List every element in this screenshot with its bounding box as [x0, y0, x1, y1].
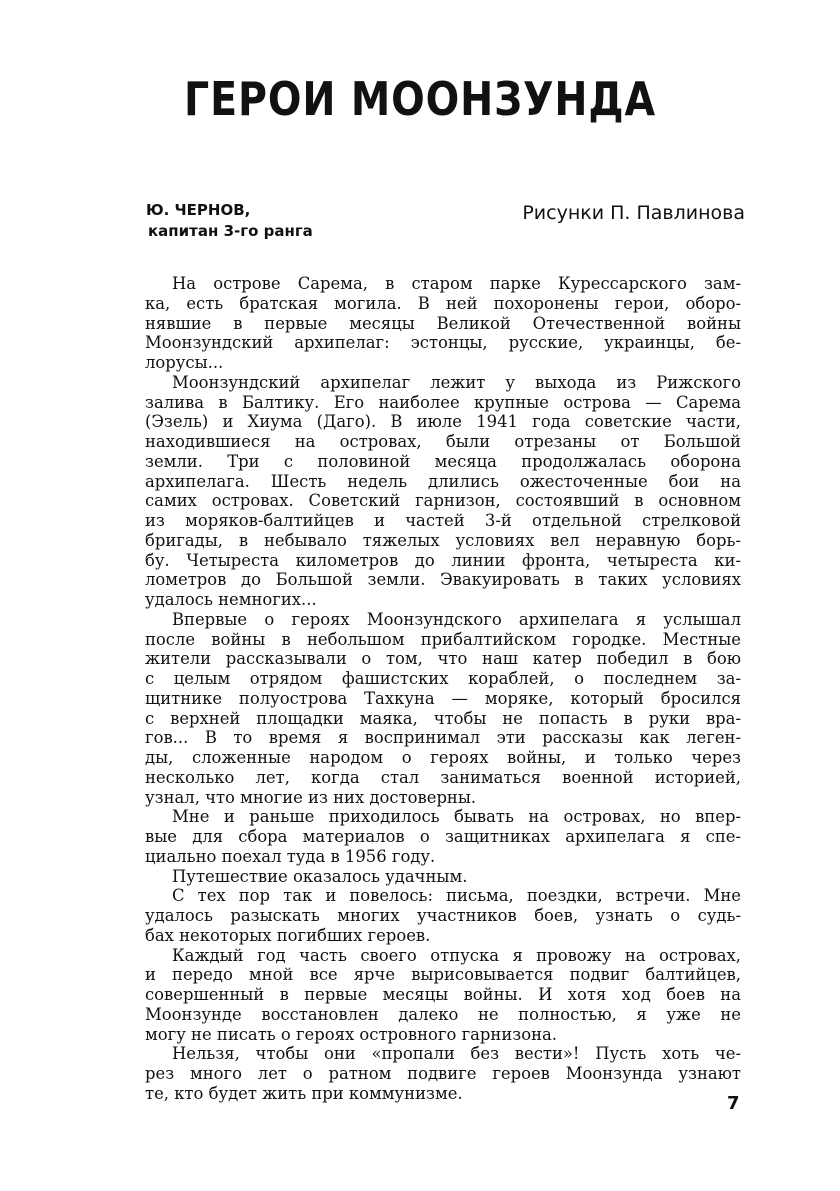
text-line: находившиеся на островах, были отрезаны от Большой	[145, 432, 741, 451]
page-title: ГЕРОИ МООНЗУНДА	[184, 72, 656, 126]
author-block	[146, 200, 313, 242]
text-line: гов... В то время я воспринимал эти рассказы как леген-	[145, 728, 741, 748]
article-paragraph	[145, 274, 741, 373]
author-name: Ю. ЧЕРНОВ,	[146, 201, 251, 219]
text-line: Каждый год часть своего отпуска я провожу на островах,	[172, 945, 741, 965]
text-line: те, кто будет жить при коммунизме.	[145, 1083, 463, 1103]
text-line: Путешествие оказалось удачным.	[172, 866, 468, 886]
text-line: лометров до Большой земли. Эвакуировать в таких условиях	[145, 570, 741, 590]
text-line: совершенный в первые месяцы войны. И хотя ход боев на	[145, 985, 741, 1004]
text-line: рез много лет о ратном подвиге героев Моонзунда узнают	[145, 1064, 741, 1083]
text-line: жители рассказывали о том, что наш катер победил в бою	[145, 649, 741, 669]
article-paragraph	[145, 1044, 741, 1103]
text-line: Впервые о героях Моонзундского архипелага я услышал	[172, 609, 741, 629]
article-body	[145, 274, 741, 1104]
text-line: Моонзундский архипелаг: эстонцы, русские, украинцы, бе-	[145, 333, 741, 353]
text-line: вые для сбора материалов о защитниках архипелага я спе-	[145, 827, 741, 846]
text-line: (Эзель) и Хиума (Даго). В июле 1941 года советские части,	[145, 412, 741, 432]
article-paragraph	[145, 807, 741, 866]
text-line: несколько лет, когда стал заниматься военной историей,	[145, 767, 741, 787]
text-line: На острове Сарема, в старом парке Курессарского зам-	[172, 274, 741, 293]
text-line: узнал, что многие из них достоверны.	[145, 787, 477, 807]
text-line: Моонзунде восстановлен далеко не полностью, я уже не	[145, 1004, 741, 1024]
text-line: архипелага. Шесть недель длились ожесточенные бои на	[145, 471, 741, 491]
text-line: с целым отрядом фашистских кораблей, о последнем за-	[145, 669, 741, 688]
text-line: самих островах. Советский гарнизон, состоявший в основном	[145, 491, 741, 511]
text-line: земли. Три с половиной месяца продолжалась оборона	[145, 451, 741, 471]
text-line: после войны в небольшом прибалтийском городке. Местные	[145, 629, 741, 649]
page-number: 7	[727, 1093, 740, 1114]
text-line: залива в Балтику. Его наиболее крупные острова — Сарема	[145, 392, 741, 412]
article-paragraph	[145, 373, 741, 610]
text-line: из моряков-балтийцев и частей 3-й отдельной стрелковой	[145, 511, 741, 530]
text-line: ды, сложенные народом о героях войны, и только через	[145, 748, 741, 767]
article-paragraph	[145, 886, 741, 945]
text-line: и передо мной все ярче вырисовывается подвиг балтийцев,	[145, 965, 741, 985]
article-paragraph	[145, 946, 741, 1045]
text-line: удалось разыскать многих участников боев, узнать о судь-	[145, 906, 741, 925]
text-line: бригады, в небывало тяжелых условиях вел неравную борь-	[145, 530, 741, 550]
article-paragraph	[145, 610, 741, 808]
text-line: нявшие в первые месяцы Великой Отечественной войны	[145, 313, 741, 333]
text-line: ка, есть братская могила. В ней похоронены герои, оборо-	[145, 293, 741, 313]
text-line: циально поехал туда в 1956 году.	[145, 846, 436, 866]
text-line: Моонзундский архипелаг лежит у выхода из Рижского	[172, 372, 741, 392]
article-paragraph	[145, 867, 741, 887]
illustrations-credit: Рисунки П. Павлинова	[522, 202, 745, 224]
author-rank: капитан 3-го ранга	[148, 222, 313, 240]
text-line: удалось немногих...	[145, 590, 317, 609]
text-line: могу не писать о героях островного гарнизона.	[145, 1024, 557, 1044]
text-line: бах некоторых погибших героев.	[145, 925, 431, 945]
text-line: Мне и раньше приходилось бывать на островах, но впер-	[172, 807, 741, 827]
text-line: щитнике полуострова Тахкуна — моряке, который бросился	[145, 688, 741, 708]
text-line: лорусы...	[145, 353, 224, 372]
text-line: С тех пор так и повелось: письма, поездки, встречи. Мне	[172, 886, 741, 906]
text-line: с верхней площадки маяка, чтобы не попасть в руки вра-	[145, 708, 741, 728]
text-line: Нельзя, чтобы они «пропали без вести»! Пусть хоть че-	[172, 1044, 741, 1064]
text-line: бу. Четыреста километров до линии фронта, четыреста ки-	[145, 550, 741, 570]
